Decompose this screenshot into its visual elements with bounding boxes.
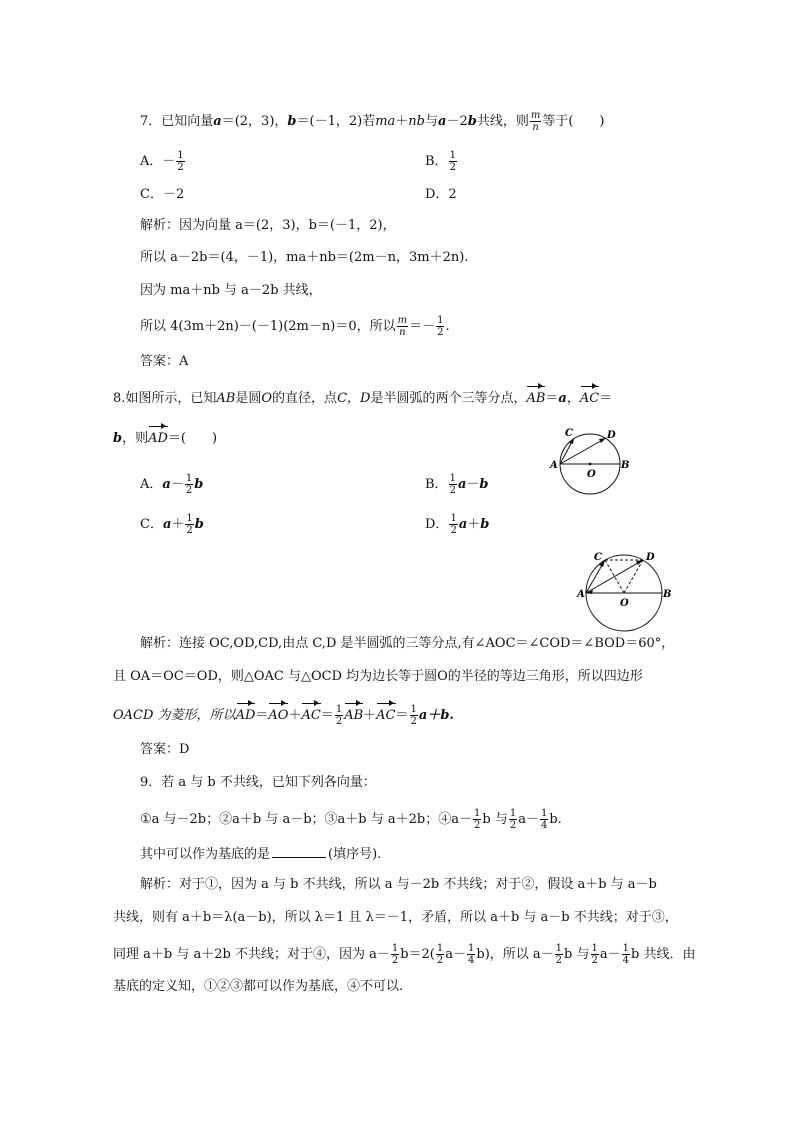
q9-solution-line3: 同理 a＋b 与 a＋2b 不共线；对于④，因为 a－ $\frac{1}{2}$ b＝2( $\frac{1}{2}$ a－ $\frac{1}{4}$ b)，所以 a－ $\frac{1}{2}$ b 与 $\frac{1}{2}$ a－ $\frac{1}{4}$ b 共线．由: [113, 943, 696, 966]
q7-solution-line1: 解析：因为向量 a＝(2，3)，b＝(－1，2)，: [140, 218, 396, 233]
q8-option-b: B． $\frac{1}{2}$ a－b: [425, 473, 489, 496]
q8-figure-solution: [576, 549, 670, 631]
q8-solution-line3: OACD 为菱形，所以AD＝AO＋AC＝ $\frac{1}{2}$ AB＋AC＝ $\frac{1}{2}$ a＋b.: [113, 704, 454, 727]
fig1-label-B: B: [621, 460, 630, 471]
q7-stem: 7．已知向量a＝(2，3)，b＝(－1，2)若ma＋nb与a－2b共线，则 $\frac{m}{n}$ 等于( ): [140, 110, 605, 133]
q7-solution-line3: 因为 ma＋nb 与 a－2b 共线，: [140, 283, 322, 298]
q9-stem: 9．若 a 与 b 不共线，已知下列各向量：: [140, 775, 376, 790]
q9-items: ①a 与－2b；②a＋b 与 a－b；③a＋b 与 a＋2b；④a－ $\frac{1}{2}$ b 与 $\frac{1}{2}$ a－ $\frac{1}{4}$ b.: [140, 808, 562, 831]
fig1-label-A: A: [550, 460, 558, 471]
fig2-label-C: C: [594, 552, 602, 563]
q7-option-b: B． $\frac{1}{2}$: [425, 150, 456, 173]
fraction-m-over-n: $\frac{m}{n}$: [530, 110, 541, 133]
fig2-label-O: O: [620, 598, 629, 609]
answer-blank: [272, 845, 326, 858]
fig2-label-B: B: [663, 589, 672, 600]
q7-option-a: A．－ $\frac{1}{2}$: [140, 150, 184, 173]
fig2-label-A: A: [577, 589, 585, 600]
q9-fill-blank: 其中可以作为基底的是 (填序号).: [140, 847, 382, 862]
q7-option-d: D．2: [425, 187, 457, 202]
fig2-label-D: D: [646, 552, 655, 563]
q8-answer: 答案：D: [140, 742, 190, 757]
q8-solution-line2: 且 OA＝OC＝OD，则△OAC 与△OCD 均为边长等于圆O的半径的等边三角形，所以四边形: [113, 669, 643, 684]
q7-solution-line4: 所以 4(3m＋2n)－(－1)(2m－n)＝0，所以 $\frac{m}{n}$ ＝－ $\frac{1}{2}$ .: [140, 315, 450, 338]
q8-figure-question: [548, 424, 634, 498]
q8-option-d: D． $\frac{1}{2}$ a＋b: [425, 513, 490, 536]
fig1-label-C: C: [565, 428, 573, 439]
q8-stem-line1: 8.如图所示，已知AB是圆O的直径，点C，D是半圆弧的两个三等分点，AB＝a，AC＝: [113, 391, 613, 406]
q9-solution-line2: 共线，则有 a＋b＝λ(a－b)，所以 λ＝1 且 λ＝－1，矛盾，所以 a＋b 与 a－b 不共线；对于③，: [113, 910, 678, 925]
q7-option-c: C．－2: [140, 187, 185, 202]
q7-answer: 答案：A: [140, 354, 189, 369]
fig1-label-O: O: [587, 469, 596, 480]
q8-option-c: C．a＋ $\frac{1}{2}$ b: [140, 513, 204, 536]
fig1-label-D: D: [607, 430, 616, 441]
q8-stem-line2: b，则AD＝( ): [113, 431, 218, 446]
q9-solution-line1: 解析：对于①，因为 a 与 b 不共线，所以 a 与－2b 不共线；对于②，假设 a＋b 与 a－b: [140, 877, 657, 892]
q8-option-a: A．a－ $\frac{1}{2}$ b: [140, 473, 204, 496]
q9-solution-line4: 基底的定义知，①②③都可以作为基底，④不可以.: [113, 979, 404, 994]
q7-solution-line2: 所以 a－2b＝(4，－1)，ma＋nb＝(2m－n，3m＋2n).: [140, 250, 469, 265]
q8-solution-line1: 解析：连接 OC,OD,CD,由点 C,D 是半圆弧的三等分点,有∠AOC＝∠COD＝∠BOD＝60°，: [140, 636, 675, 651]
